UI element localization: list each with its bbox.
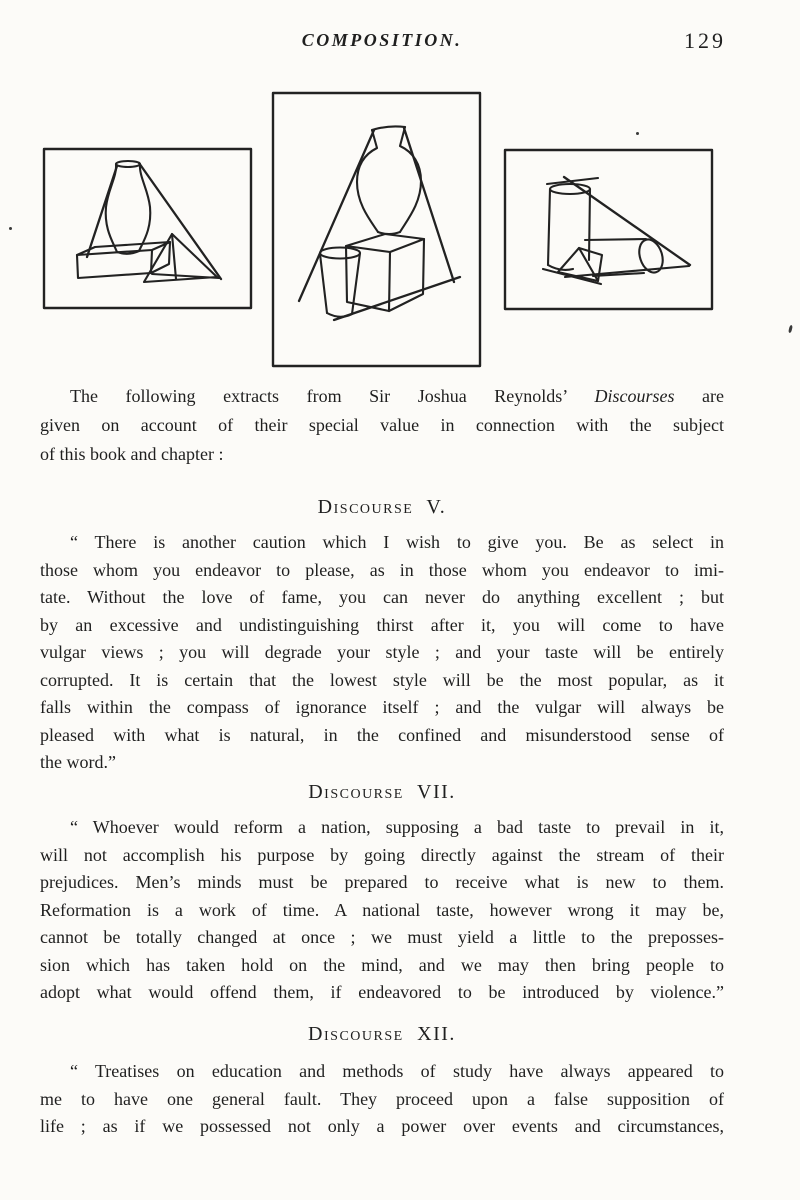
discourse-xii-paragraph	[40, 1058, 724, 1141]
cylinders-prism-sketch-drawing	[503, 148, 714, 312]
discourse-vii-paragraph	[40, 814, 724, 1007]
intro-paragraph	[40, 382, 724, 469]
cylinders-prism-sketch	[503, 148, 714, 312]
page-title: COMPOSITION.	[301, 30, 463, 50]
paragraph-line: the word.”	[40, 752, 116, 772]
vase-on-cube-sketch	[271, 91, 482, 368]
scan-speck	[9, 227, 12, 230]
paragraph-line: adopt what would offend them, if endeavored to be introduced by violence.”	[40, 982, 724, 1002]
paragraph-line: will not accomplish his purpose by going directly against the stream of their	[40, 844, 724, 865]
vase-on-box-sketch	[42, 147, 253, 310]
section-heading-discourse-xii: Discourse XII.	[308, 1023, 456, 1045]
page-number: 129	[684, 28, 726, 53]
paragraph-line: tate. Without the love of fame, you can never do anything excellent ; but	[40, 587, 724, 607]
vase-on-cube-sketch-drawing	[271, 91, 482, 368]
running-head	[40, 30, 724, 60]
vase-on-box-sketch-drawing	[42, 147, 253, 310]
paragraph-line: me to have one general fault. They proceed upon a false supposition of	[40, 1088, 724, 1109]
paragraph-line: those whom you endeavor to please, as in those whom you endeavor to imi-	[40, 559, 724, 580]
intro-line1-suffix: are	[674, 386, 724, 406]
paragraph-line: Reformation is a work of time. A national taste, however wrong it may be,	[40, 899, 724, 920]
section-heading-discourse-vii: Discourse VII.	[308, 781, 456, 803]
paragraph-line: cannot be totally changed at once ; we must yield a little to the preposses-	[40, 927, 724, 947]
intro-line1-italic-title: Discourses	[594, 386, 675, 406]
paragraph-line: vulgar views ; you will degrade your style ; and your taste will be entirely	[40, 642, 724, 662]
paragraph-line: “ Whoever would reform a nation, supposing a bad taste to prevail in it,	[70, 817, 724, 837]
paragraph-line: falls within the compass of ignorance itself ; and the vulgar will always be	[40, 697, 724, 717]
paragraph-line: prejudices. Men’s minds must be prepared to receive what is new to them.	[40, 872, 724, 892]
paragraph-line: pleased with what is natural, in the confined and misunderstood sense of	[40, 724, 724, 745]
paragraph-line	[40, 382, 724, 411]
paragraph-line: “ There is another caution which I wish to give you. Be as select in	[70, 532, 724, 552]
scan-speck	[636, 132, 639, 135]
paragraph-line: corrupted. It is certain that the lowest style will be the most popular, as it	[40, 669, 724, 690]
paragraph-line: sion which has taken hold on the mind, and we may then bring people to	[40, 954, 724, 975]
paragraph-line: life ; as if we possessed not only a power over events and circumstances,	[40, 1116, 724, 1136]
section-heading-discourse-v: Discourse V.	[317, 496, 447, 518]
scan-speck	[788, 325, 793, 333]
paragraph-line: given on account of their special value in connection with the subject	[40, 415, 724, 435]
intro-line1-prefix: The following extracts from Sir Joshua Reynolds’	[70, 386, 595, 406]
paragraph-line: by an excessive and undistinguishing thirst after it, you will come to have	[40, 614, 724, 635]
discourse-v-paragraph	[40, 529, 724, 777]
paragraph-line: of this book and chapter :	[40, 444, 224, 464]
paragraph-line: “ Treatises on education and methods of study have always appeared to	[70, 1061, 724, 1081]
